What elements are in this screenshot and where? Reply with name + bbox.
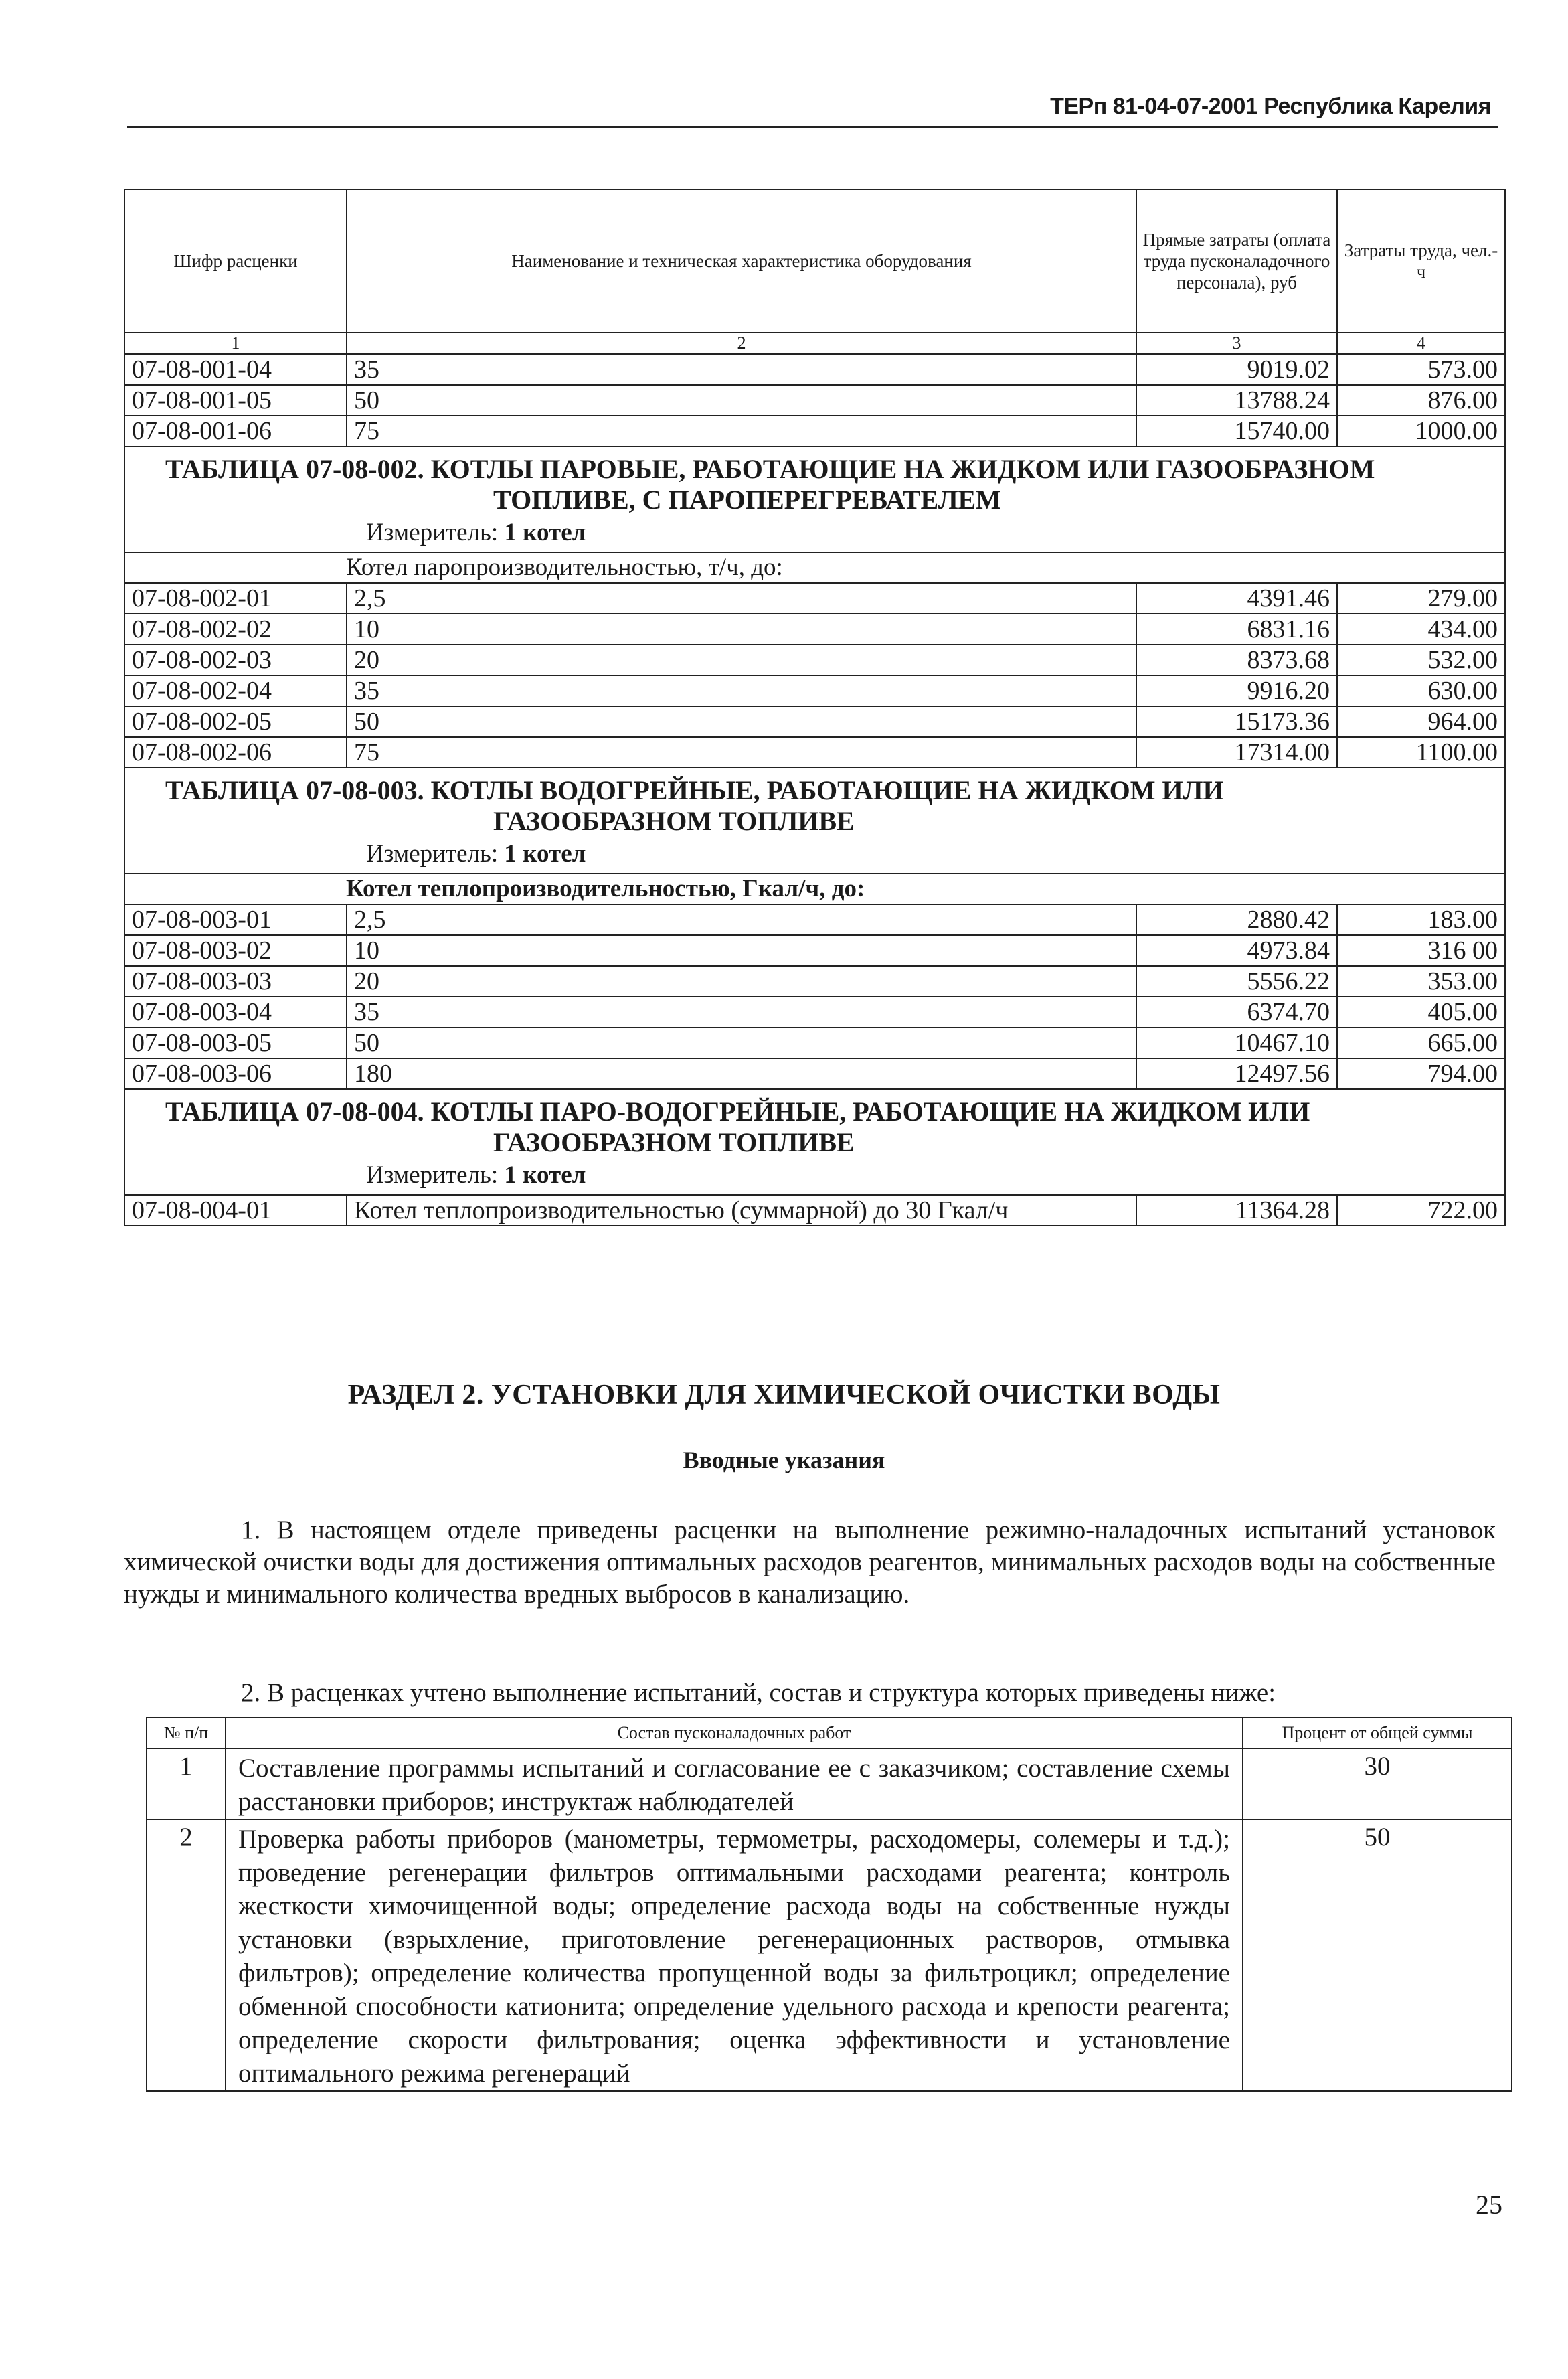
rate-direct: 9916.20	[1136, 675, 1337, 706]
table-row	[124, 416, 1505, 446]
work-description: Составление программы испытаний и согласование ее с заказчиком; составление схемы расстановки приборов; инструктаж наблюдателей	[226, 1748, 1243, 1819]
section-2-title: РАЗДЕЛ 2. УСТАНОВКИ ДЛЯ ХИМИЧЕСКОЙ ОЧИСТКИ ВОДЫ	[347, 1380, 1221, 1410]
header-code: Шифр расценки	[124, 189, 347, 333]
rate-name: 2,5	[347, 904, 1136, 935]
rate-name: 75	[347, 737, 1136, 768]
header-direct-costs: Прямые затраты (оплата труда пусконаладочного персонала), руб	[1136, 189, 1337, 333]
page-number: 25	[1476, 2190, 1502, 2220]
header-name: Наименование и техническая характеристика оборудования	[347, 189, 1136, 333]
rate-direct: 4973.84	[1136, 935, 1337, 966]
rate-direct: 9019.02	[1136, 354, 1337, 385]
rates-table	[124, 189, 1506, 1226]
rate-code: 07-08-004-01	[124, 1195, 347, 1226]
meter-label: Измеритель:	[366, 519, 505, 546]
table-004-heading-row	[124, 1089, 1505, 1195]
rate-labor: 316 00	[1337, 935, 1505, 966]
rate-name: 35	[347, 354, 1136, 385]
table-row	[124, 737, 1505, 768]
table-002-heading	[124, 446, 1505, 552]
rate-code: 07-08-003-05	[124, 1028, 347, 1058]
table-row	[124, 675, 1505, 706]
rate-name: 2,5	[347, 583, 1136, 614]
rate-code: 07-08-001-06	[124, 416, 347, 446]
table-row	[124, 354, 1505, 385]
rate-name: 50	[347, 385, 1136, 416]
work-percent: 30	[1243, 1748, 1512, 1819]
rate-labor: 353.00	[1337, 966, 1505, 997]
table-002-meter	[125, 515, 1504, 552]
table-002-title-line2: ТОПЛИВЕ, С ПАРОПЕРЕГРЕВАТЕЛЕМ	[493, 485, 1001, 515]
rate-labor: 964.00	[1337, 706, 1505, 737]
table-002-heading-row	[124, 446, 1505, 552]
table-row	[124, 1195, 1505, 1226]
subhead-text: Котел паропроизводительностью, т/ч, до:	[346, 554, 783, 581]
table-004-title-line2: ГАЗООБРАЗНОМ ТОПЛИВЕ	[493, 1127, 855, 1157]
table-row	[124, 1028, 1505, 1058]
rate-name: 75	[347, 416, 1136, 446]
table-003-heading-row	[124, 768, 1505, 874]
rate-code: 07-08-001-05	[124, 385, 347, 416]
rate-labor: 573.00	[1337, 354, 1505, 385]
rate-direct: 4391.46	[1136, 583, 1337, 614]
rate-direct: 2880.42	[1136, 904, 1337, 935]
header-work: Состав пусконаладочных работ	[226, 1718, 1243, 1748]
rate-labor: 279.00	[1337, 583, 1505, 614]
rate-name: 180	[347, 1058, 1136, 1089]
rate-code: 07-08-002-04	[124, 675, 347, 706]
rate-labor: 665.00	[1337, 1028, 1505, 1058]
rate-code: 07-08-002-02	[124, 614, 347, 645]
rate-name: Котел теплопроизводительностью (суммарной) до 30 Гкал/ч	[347, 1195, 1136, 1226]
rate-direct: 13788.24	[1136, 385, 1337, 416]
rate-labor: 405.00	[1337, 997, 1505, 1028]
rate-name: 35	[347, 675, 1136, 706]
rate-code: 07-08-003-06	[124, 1058, 347, 1089]
table-003-subhead-row	[124, 874, 1505, 904]
table-003-subhead	[124, 874, 1505, 904]
column-number: 4	[1337, 333, 1505, 354]
rate-name: 35	[347, 997, 1136, 1028]
meter-label: Измеритель:	[366, 840, 505, 868]
rate-labor: 1000.00	[1337, 416, 1505, 446]
rate-direct: 8373.68	[1136, 645, 1337, 675]
header-labor: Затраты труда, чел.-ч	[1337, 189, 1505, 333]
rate-labor: 183.00	[1337, 904, 1505, 935]
table-002-subhead-row	[124, 552, 1505, 583]
column-number: 3	[1136, 333, 1337, 354]
intro-title: Вводные указания	[683, 1447, 885, 1473]
table-row	[124, 1058, 1505, 1089]
table-003-title	[125, 768, 1504, 837]
table-row	[124, 385, 1505, 416]
table-003-heading	[124, 768, 1505, 874]
table-row	[124, 966, 1505, 997]
rate-name: 10	[347, 614, 1136, 645]
table-004-title	[125, 1090, 1504, 1158]
meter-label: Измеритель:	[366, 1161, 505, 1189]
composition-header-row	[147, 1718, 1512, 1748]
table-003-meter	[125, 837, 1504, 873]
rate-labor: 1100.00	[1337, 737, 1505, 768]
row-number: 2	[147, 1819, 226, 2091]
table-row	[124, 614, 1505, 645]
rate-name: 20	[347, 966, 1136, 997]
rate-direct: 6374.70	[1136, 997, 1337, 1028]
table-003-title-line1: ТАБЛИЦА 07-08-003. КОТЛЫ ВОДОГРЕЙНЫЕ, РАБОТАЮЩИЕ НА ЖИДКОМ ИЛИ	[165, 775, 1224, 805]
column-number: 2	[347, 333, 1136, 354]
table-002-subhead	[124, 552, 1505, 583]
table-004-title-line1: ТАБЛИЦА 07-08-004. КОТЛЫ ПАРО-ВОДОГРЕЙНЫЕ, РАБОТАЮЩИЕ НА ЖИДКОМ ИЛИ	[165, 1096, 1310, 1127]
rate-labor: 630.00	[1337, 675, 1505, 706]
rate-name: 50	[347, 1028, 1136, 1058]
table-002-title	[125, 447, 1504, 515]
rate-direct: 6831.16	[1136, 614, 1337, 645]
rate-code: 07-08-002-05	[124, 706, 347, 737]
rate-name: 10	[347, 935, 1136, 966]
table-row	[124, 997, 1505, 1028]
rate-code: 07-08-002-03	[124, 645, 347, 675]
table-row	[124, 645, 1505, 675]
rate-direct: 15740.00	[1136, 416, 1337, 446]
row-number: 1	[147, 1748, 226, 1819]
intro-paragraph-2: 2. В расценках учтено выполнение испытаний, состав и структура которых приведены ниже:	[241, 1678, 1276, 1707]
rate-direct: 10467.10	[1136, 1028, 1337, 1058]
table-row	[124, 706, 1505, 737]
rate-direct: 17314.00	[1136, 737, 1337, 768]
table-004-meter	[125, 1158, 1504, 1194]
rate-code: 07-08-003-04	[124, 997, 347, 1028]
header-pct: Процент от общей суммы	[1243, 1718, 1512, 1748]
rate-direct: 11364.28	[1136, 1195, 1337, 1226]
composition-table	[146, 1717, 1512, 2092]
column-number: 1	[124, 333, 347, 354]
rate-name: 50	[347, 706, 1136, 737]
header-num: № п/п	[147, 1718, 226, 1748]
rate-labor: 434.00	[1337, 614, 1505, 645]
table-row	[124, 904, 1505, 935]
table-row	[147, 1819, 1512, 2091]
meter-value: 1 котел	[504, 1161, 586, 1189]
table-004-heading	[124, 1089, 1505, 1195]
table-003-title-line2: ГАЗООБРАЗНОМ ТОПЛИВЕ	[493, 806, 855, 836]
work-description: Проверка работы приборов (манометры, термометры, расходомеры, солемеры и т.д.); проведение регенерации фильтров оптимальными расходами реагента; контроль жесткости химочищенной воды; определение расхода воды на собственные нужды установки (взрыхление, приготовление регенерационных растворов, отмывка фильтров); определение количества пропущенной воды за фильтроцикл; определение обменной способности катионита; определение удельного расхода и крепости реагента; определение скорости фильтрования; оценка эффективности и установление оптимального режима регенераций	[226, 1819, 1243, 2091]
rate-code: 07-08-002-01	[124, 583, 347, 614]
table-row	[124, 583, 1505, 614]
meter-value: 1 котел	[504, 840, 586, 868]
rate-direct: 12497.56	[1136, 1058, 1337, 1089]
rate-labor: 794.00	[1337, 1058, 1505, 1089]
document-code-header: ТЕРп 81-04-07-2001 Республика Карелия	[1050, 94, 1491, 119]
meter-value: 1 котел	[504, 519, 586, 546]
rate-labor: 722.00	[1337, 1195, 1505, 1226]
table-002-title-line1: ТАБЛИЦА 07-08-002. КОТЛЫ ПАРОВЫЕ, РАБОТАЮЩИЕ НА ЖИДКОМ ИЛИ ГАЗООБРАЗНОМ	[165, 454, 1375, 484]
column-numbers-row	[124, 333, 1505, 354]
table-row	[147, 1748, 1512, 1819]
table-row	[124, 935, 1505, 966]
header-rule	[127, 126, 1498, 128]
work-percent: 50	[1243, 1819, 1512, 2091]
rate-code: 07-08-003-02	[124, 935, 347, 966]
rate-code: 07-08-003-01	[124, 904, 347, 935]
rate-direct: 15173.36	[1136, 706, 1337, 737]
rate-labor: 876.00	[1337, 385, 1505, 416]
rate-direct: 5556.22	[1136, 966, 1337, 997]
rate-code: 07-08-001-04	[124, 354, 347, 385]
rate-code: 07-08-003-03	[124, 966, 347, 997]
intro-paragraph-1: 1. В настоящем отделе приведены расценки на выполнение режимно-наладочных испытаний установок химической очистки воды для достижения оптимальных расходов реагентов, минимальных расходов воды на собственные нужды и минимального количества вредных выбросов в канализацию.	[124, 1515, 1496, 1609]
rates-header-row	[124, 189, 1505, 333]
rate-labor: 532.00	[1337, 645, 1505, 675]
subhead-text: Котел теплопроизводительностью, Гкал/ч, до:	[346, 875, 865, 902]
rate-name: 20	[347, 645, 1136, 675]
rate-code: 07-08-002-06	[124, 737, 347, 768]
